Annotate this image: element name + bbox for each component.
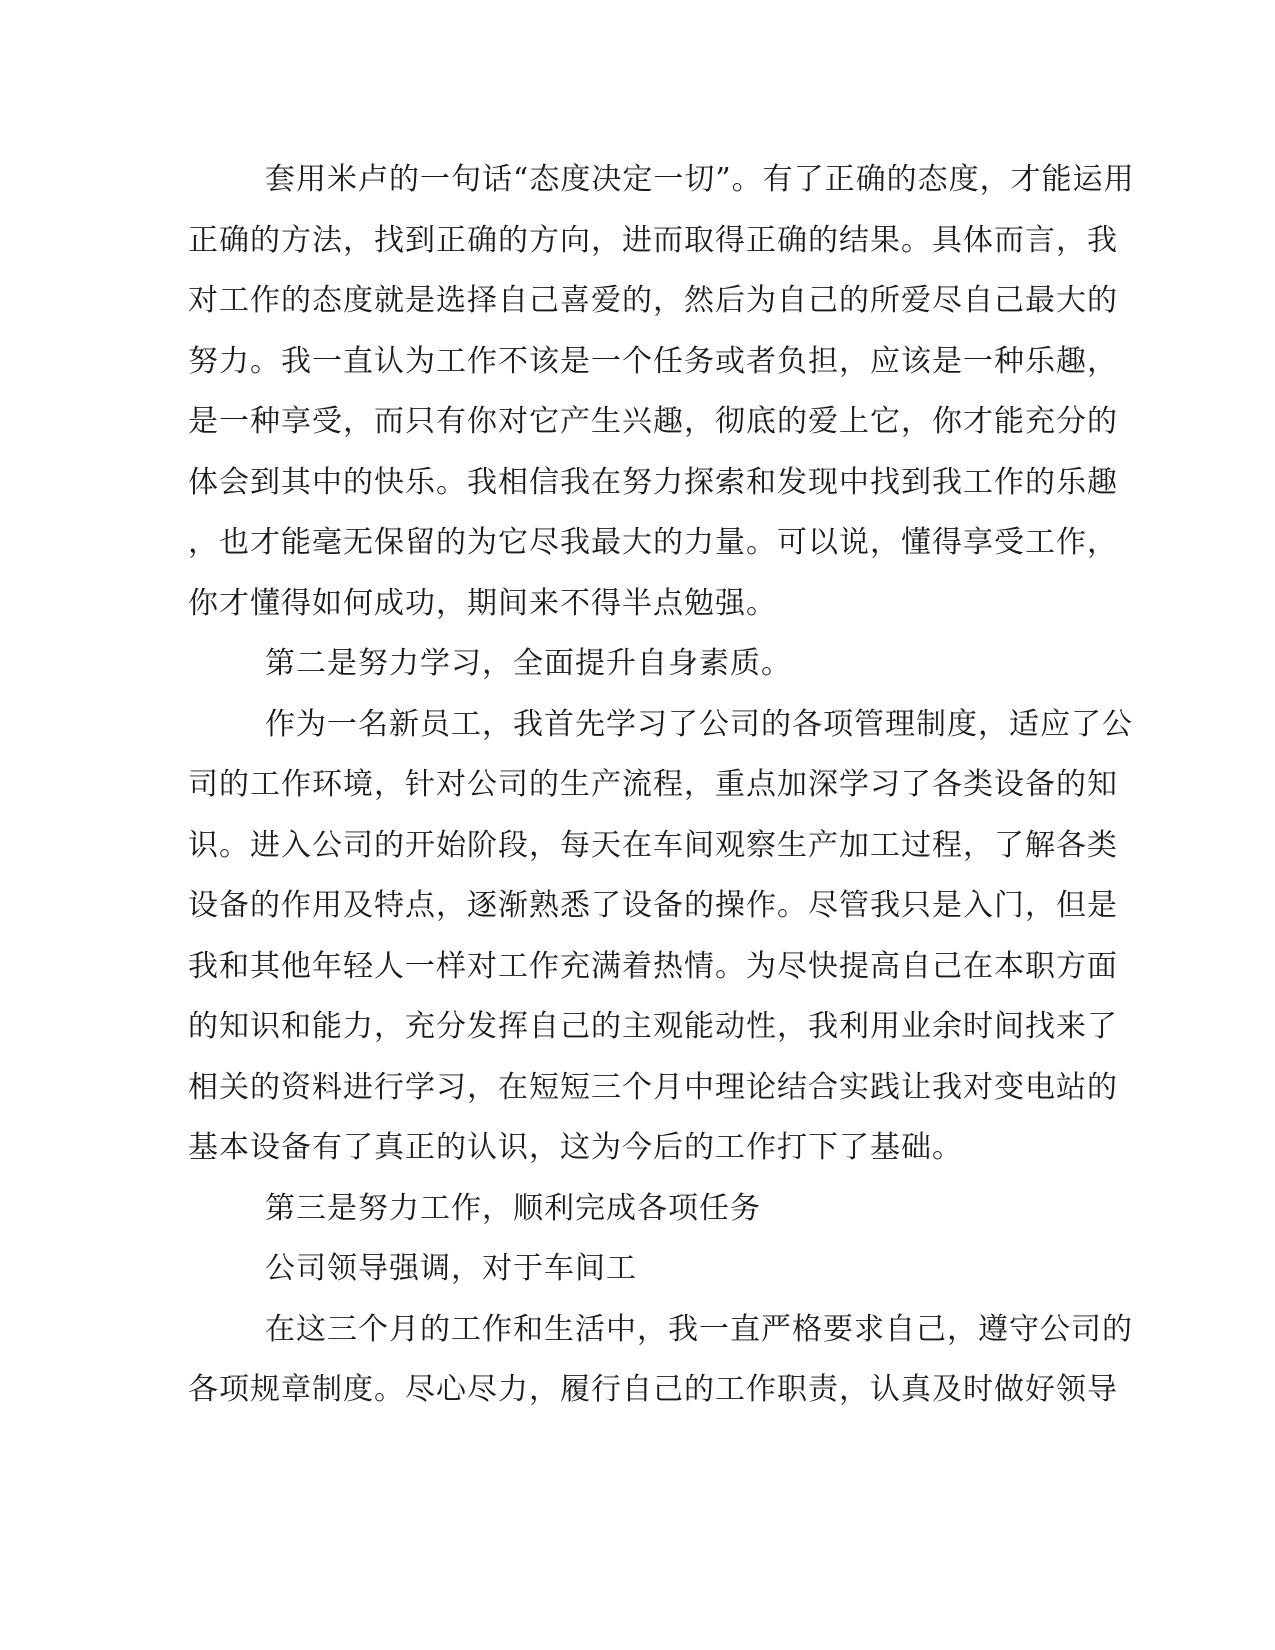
text-line: 是一种享受，而只有你对它产生兴趣，彻底的爱上它，你才能充分的 bbox=[188, 404, 1118, 439]
text-line: 司的工作环境，针对公司的生产流程，重点加深学习了各类设备的知 bbox=[188, 767, 1118, 802]
text-line: 相关的资料进行学习，在短短三个月中理论结合实践让我对变电站的 bbox=[188, 1069, 1118, 1105]
section-heading: 第三是努力工作，顺利完成各项任务 bbox=[265, 1190, 761, 1226]
text-line: 你才懂得如何成功，期间来不得半点勉强。 bbox=[188, 585, 777, 621]
text-line: 套用米卢的一句话“态度决定一切”。有了正确的态度，才能运用 bbox=[265, 162, 1135, 197]
text-line: 体会到其中的快乐。我相信我在努力探索和发现中找到我工作的乐趣 bbox=[188, 464, 1118, 500]
document-body bbox=[188, 158, 1135, 1429]
text-line: 设备的作用及特点，逐渐熟悉了设备的操作。尽管我只是入门，但是 bbox=[188, 888, 1118, 923]
text-line: 在这三个月的工作和生活中，我一直严格要求自己，遵守公司的 bbox=[265, 1311, 1133, 1347]
text-line: 各项规章制度。尽心尽力，履行自己的工作职责，认真及时做好领导 bbox=[188, 1372, 1118, 1407]
text-line: 的知识和能力，充分发挥自己的主观能动性，我利用业余时间找来了 bbox=[188, 1009, 1118, 1044]
text-line: ，也才能毫无保留的为它尽我最大的力量。可以说，懂得享受工作， bbox=[188, 525, 1118, 560]
section-heading: 第二是努力学习，全面提升自身素质。 bbox=[265, 646, 792, 681]
text-line: 基本设备有了真正的认识，这为今后的工作打下了基础。 bbox=[188, 1130, 963, 1165]
text-line: 我和其他年轻人一样对工作充满着热情。为尽快提高自己在本职方面 bbox=[188, 948, 1118, 984]
text-line: 对工作的态度就是选择自己喜爱的，然后为自己的所爱尽自己最大的 bbox=[188, 283, 1118, 318]
text-line: 努力。我一直认为工作不该是一个任务或者负担，应该是一种乐趣， bbox=[188, 343, 1118, 379]
text-line: 识。进入公司的开始阶段，每天在车间观察生产加工过程，了解各类 bbox=[188, 827, 1118, 863]
text-line: 作为一名新员工，我首先学习了公司的各项管理制度，适应了公 bbox=[265, 706, 1133, 742]
text-line: 公司领导强调，对于车间工 bbox=[265, 1251, 637, 1286]
text-line: 正确的方法，找到正确的方向，进而取得正确的结果。具体而言，我 bbox=[188, 222, 1118, 258]
